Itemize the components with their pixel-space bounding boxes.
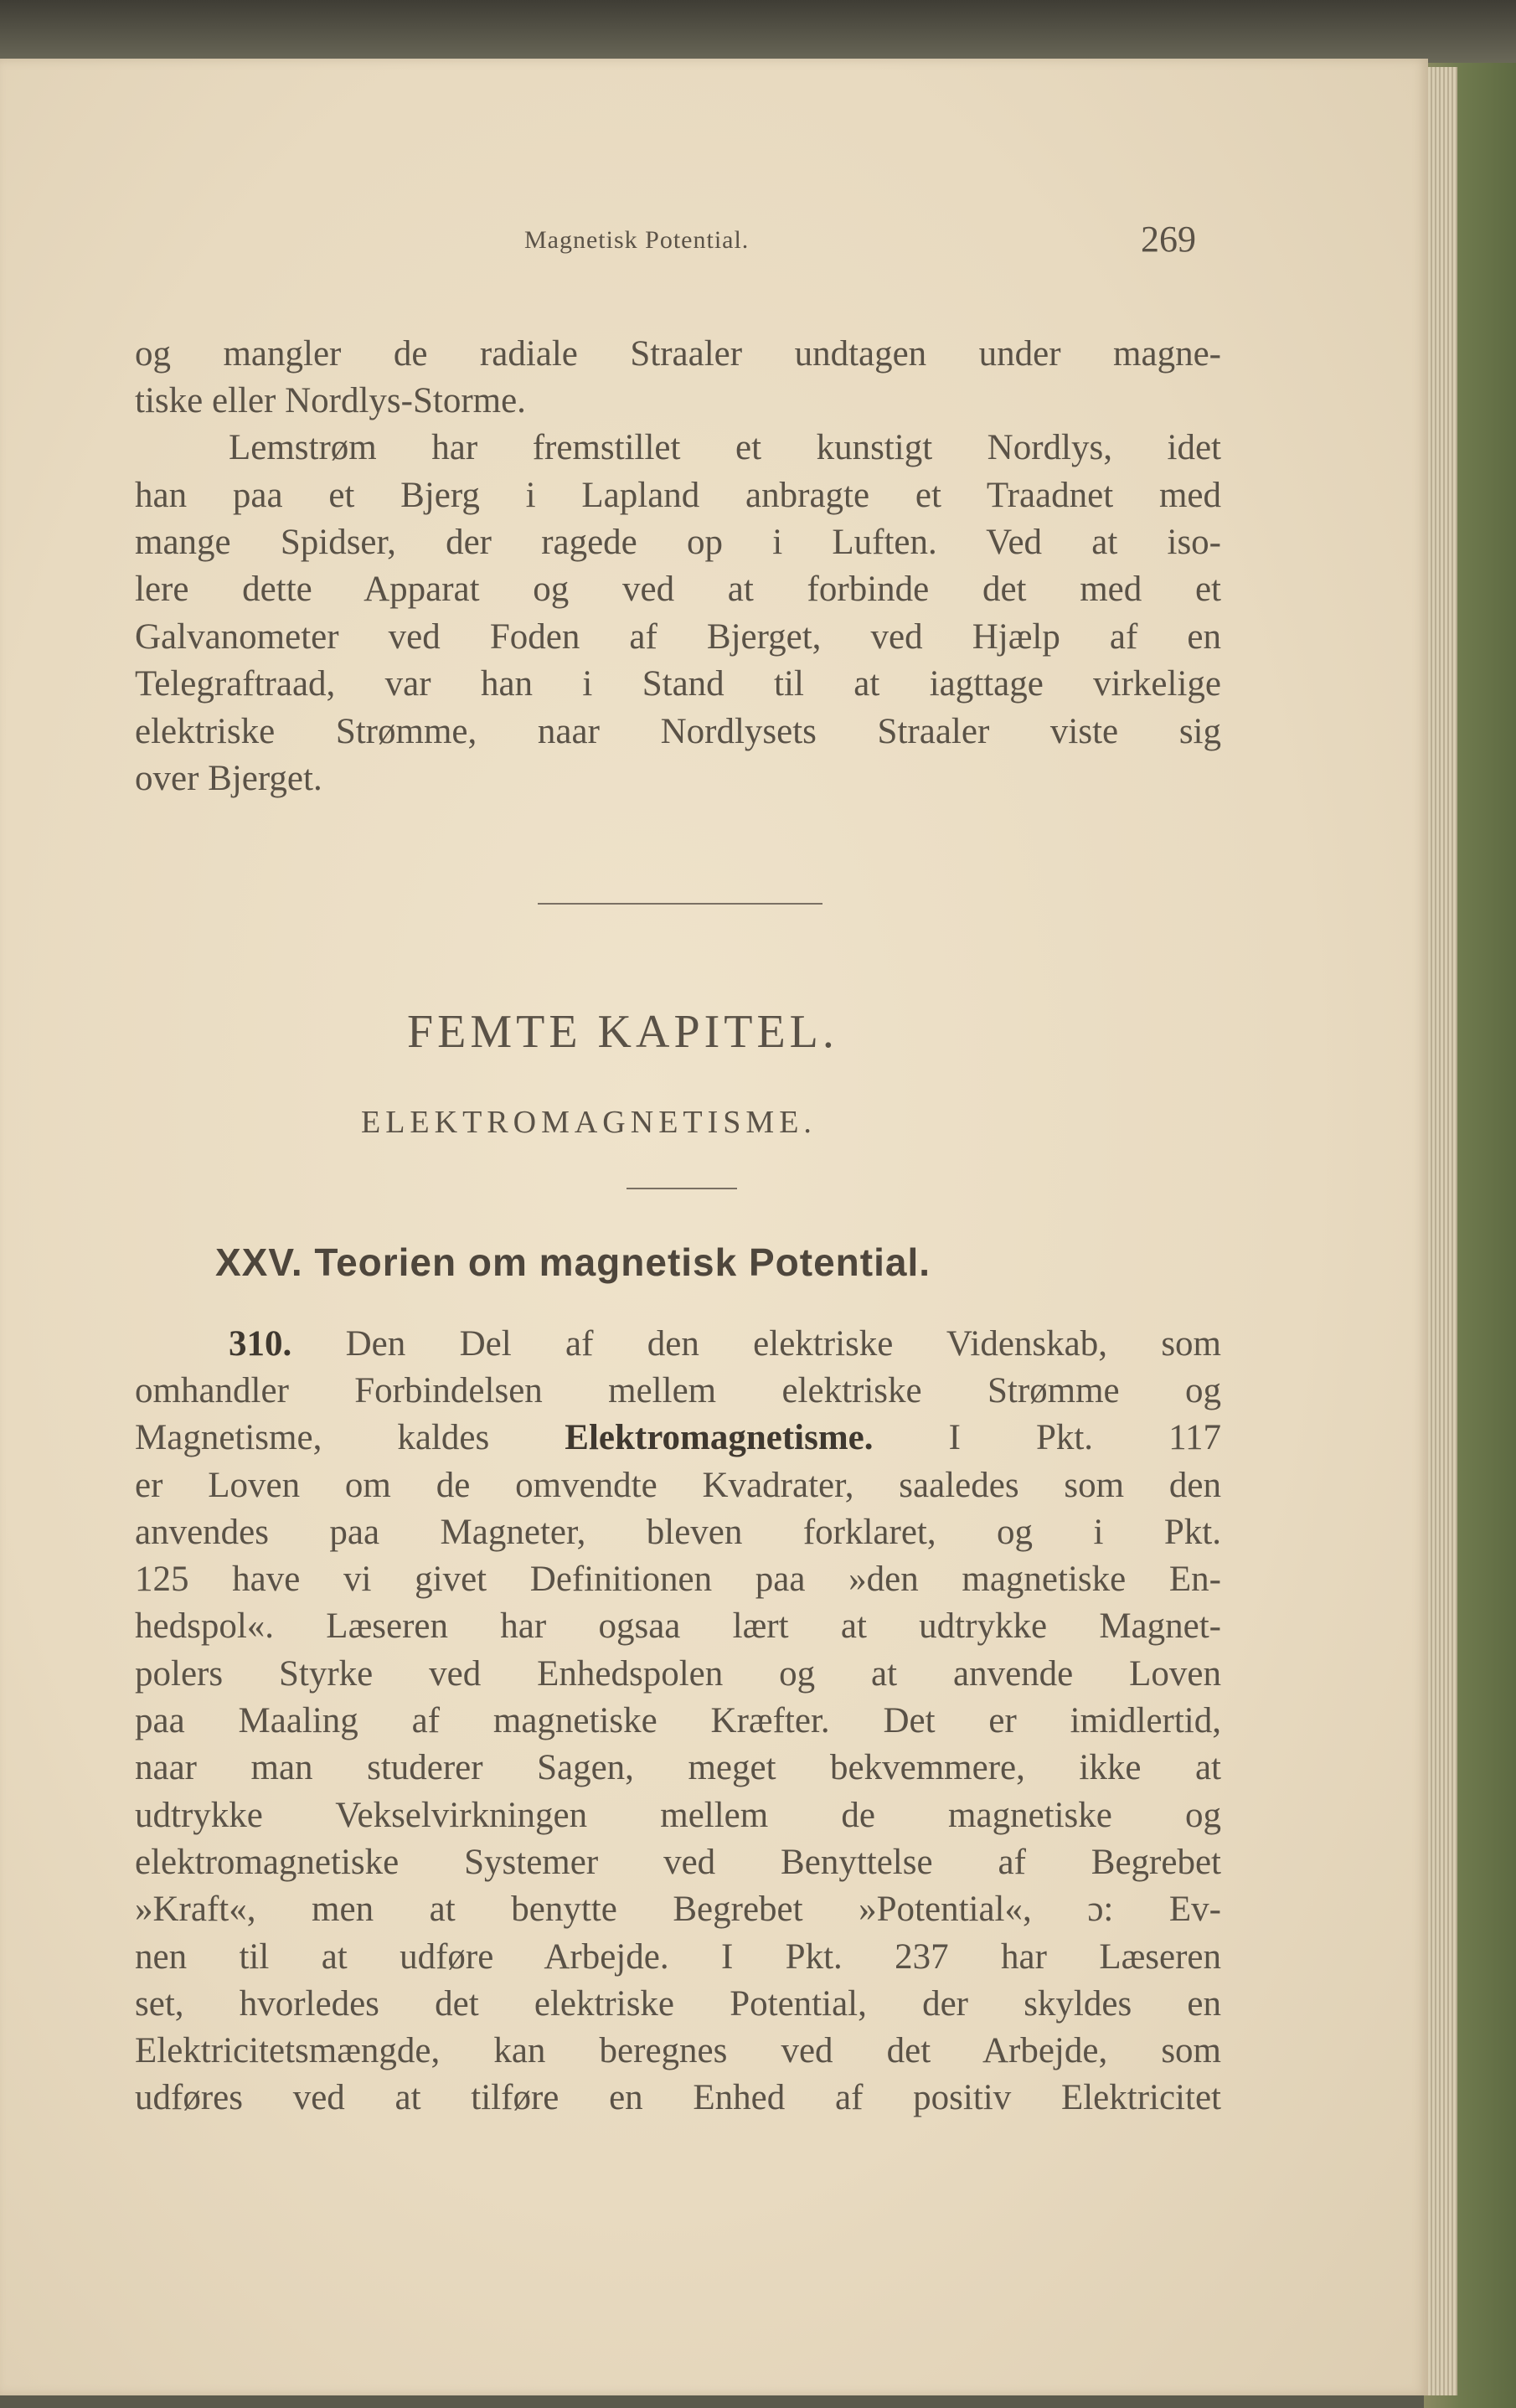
text-line: nen til at udføre Arbejde. I Pkt. 237 har Læseren (135, 1937, 1221, 1977)
text-line: paa Maaling af magnetiske Kræfter. Det er imidlertid, (135, 1701, 1221, 1740)
text-line: elektriske Strømme, naar Nordlysets Straaler viste sig (135, 712, 1221, 751)
text-line: 125 have vi givet Definitionen paa »den magnetiske En- (135, 1560, 1221, 1599)
text-line: er Loven om de omvendte Kvadrater, saaledes som den (135, 1466, 1221, 1505)
running-title: Magnetisk Potential. (524, 226, 750, 254)
chapter-title: FEMTE KAPITEL. (407, 1006, 838, 1058)
text-line: og mangler de radiale Straaler undtagen under magne- (135, 334, 1221, 374)
text-line: lere dette Apparat og ved at forbinde det med et (135, 570, 1221, 609)
text-span: Den Del af den elektriske Videnskab, som (345, 1324, 1221, 1364)
text-line: Galvanometer ved Foden af Bjerget, ved Hjælp af en (135, 617, 1221, 657)
book-page (0, 59, 1428, 2395)
text-line: udføres ved at tilføre en Enhed af positiv Elektricitet (135, 2078, 1221, 2117)
page-number: 269 (1141, 219, 1196, 260)
text-line: polers Styrke ved Enhedspolen og at anvende Loven (135, 1654, 1221, 1694)
text-line: over Bjerget. (135, 759, 322, 798)
chapter-subtitle: ELEKTROMAGNETISME. (361, 1105, 817, 1140)
text-span: Magnetisme, kaldes (135, 1418, 490, 1457)
text-line: mange Spidser, der ragede op i Luften. Ved at iso- (135, 523, 1221, 562)
text-line: tiske eller Nordlys-Storme. (135, 381, 526, 420)
paragraph-number: 310. (229, 1324, 292, 1364)
scan-background (0, 0, 1516, 63)
section-heading: XXV. Teorien om magnetisk Potential. (215, 1240, 931, 1284)
text-line: Elektricitetsmængde, kan beregnes ved det Arbejde, som (135, 2031, 1221, 2070)
text-line: hedspol«. Læseren har ogsaa lært at udtrykke Magnet- (135, 1606, 1221, 1646)
text-line: han paa et Bjerg i Lapland anbragte et Traadnet med (135, 476, 1221, 515)
text-line: Lemstrøm har fremstillet et kunstigt Nordlys, idet (229, 428, 1221, 467)
text-span: I Pkt. 117 (948, 1418, 1221, 1457)
text-line: »Kraft«, men at benytte Begrebet »Potential«, ɔ: Ev- (135, 1890, 1221, 1929)
text-line (229, 1323, 1221, 1365)
text-line (135, 1417, 1221, 1459)
text-line: set, hvorledes det elektriske Potential, der skyldes en (135, 1984, 1221, 2024)
text-line: naar man studerer Sagen, meget bekvemmere, ikke at (135, 1748, 1221, 1787)
text-line: udtrykke Vekselvirkningen mellem de magnetiske og (135, 1796, 1221, 1835)
bold-term: Elektromagnetisme. (565, 1418, 874, 1457)
divider-rule (538, 903, 822, 905)
text-line: elektromagnetiske Systemer ved Benyttelse af Begrebet (135, 1843, 1221, 1882)
text-line: Telegraftraad, var han i Stand til at iagttage virkelige (135, 664, 1221, 704)
short-rule (627, 1188, 737, 1189)
text-line: anvendes paa Magneter, bleven forklaret, og i Pkt. (135, 1513, 1221, 1552)
text-line: omhandler Forbindelsen mellem elektriske Strømme og (135, 1371, 1221, 1410)
